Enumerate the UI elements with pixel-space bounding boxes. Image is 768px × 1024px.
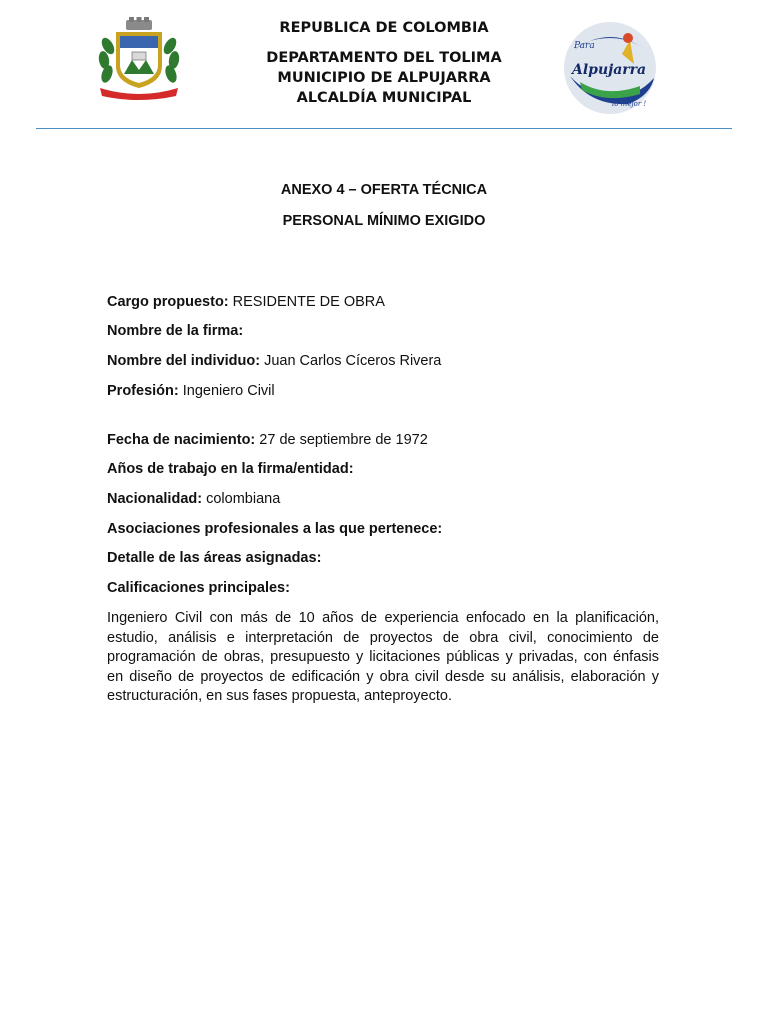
alpujarra-logo-icon (560, 20, 660, 116)
letterhead (0, 0, 768, 132)
field-label: Nombre del individuo: (107, 353, 261, 369)
annex-title: ANEXO 4 – OFERTA TÉCNICA (280, 182, 488, 198)
document-titles (0, 180, 768, 242)
field-value: colombiana (202, 491, 281, 507)
svg-text:Para: Para (574, 41, 595, 51)
department-name: DEPARTAMENTO DEL TOLIMA (266, 50, 502, 66)
field-calificaciones (107, 580, 290, 596)
field-value: 27 de septiembre de 1972 (255, 432, 428, 448)
field-label: Cargo propuesto: (107, 294, 229, 310)
field-label: Asociaciones profesionales a las que pertenece: (107, 521, 443, 537)
field-label: Detalle de las áreas asignadas: (107, 550, 322, 566)
field-anos-trabajo (107, 461, 354, 477)
svg-text:Alpujarra: Alpujarra (572, 62, 647, 78)
municipality-name: MUNICIPIO DE ALPUJARRA (277, 70, 491, 86)
field-label: Nombre de la firma: (107, 323, 244, 339)
qualifications-paragraph: Ingeniero Civil con más de 10 años de experiencia enfocado en la planificación, estudio, análisis e interpretación de proyectos de obra civil, conocimiento de programación de obras, presupuesto y licitaciones públicas y privadas, con énfasis en diseño de proyectos de edificación y obra civil desde su análisis, elaboración y estructuración, en sus fases propuesta, anteproyecto. (107, 610, 659, 704)
field-label: Profesión: (107, 383, 179, 399)
letterhead-text (200, 18, 568, 108)
field-label: Calificaciones principales: (107, 580, 290, 596)
field-value: RESIDENTE DE OBRA (228, 294, 385, 310)
field-profesion (107, 383, 275, 399)
field-label: Fecha de nacimiento: (107, 432, 256, 448)
country-name: REPUBLICA DE COLOMBIA (279, 20, 489, 36)
field-nacionalidad (107, 491, 280, 507)
field-label: Nacionalidad: (107, 491, 203, 507)
field-asociaciones (107, 521, 442, 537)
field-label: Años de trabajo en la firma/entidad: (107, 461, 354, 477)
field-individuo (107, 353, 441, 369)
field-firma (107, 323, 243, 339)
field-value: Ingeniero Civil (178, 383, 275, 399)
field-cargo (107, 294, 385, 310)
header-divider (36, 128, 732, 129)
svg-text:lo mejor !: lo mejor ! (612, 100, 647, 108)
coat-of-arms-icon (96, 16, 182, 100)
section-title: PERSONAL MÍNIMO EXIGIDO (282, 213, 486, 229)
field-areas-asignadas (107, 550, 321, 566)
mayor-office-name: ALCALDÍA MUNICIPAL (296, 90, 472, 106)
field-fecha-nacimiento (107, 432, 428, 448)
field-value: Juan Carlos Cíceros Rivera (260, 353, 442, 369)
